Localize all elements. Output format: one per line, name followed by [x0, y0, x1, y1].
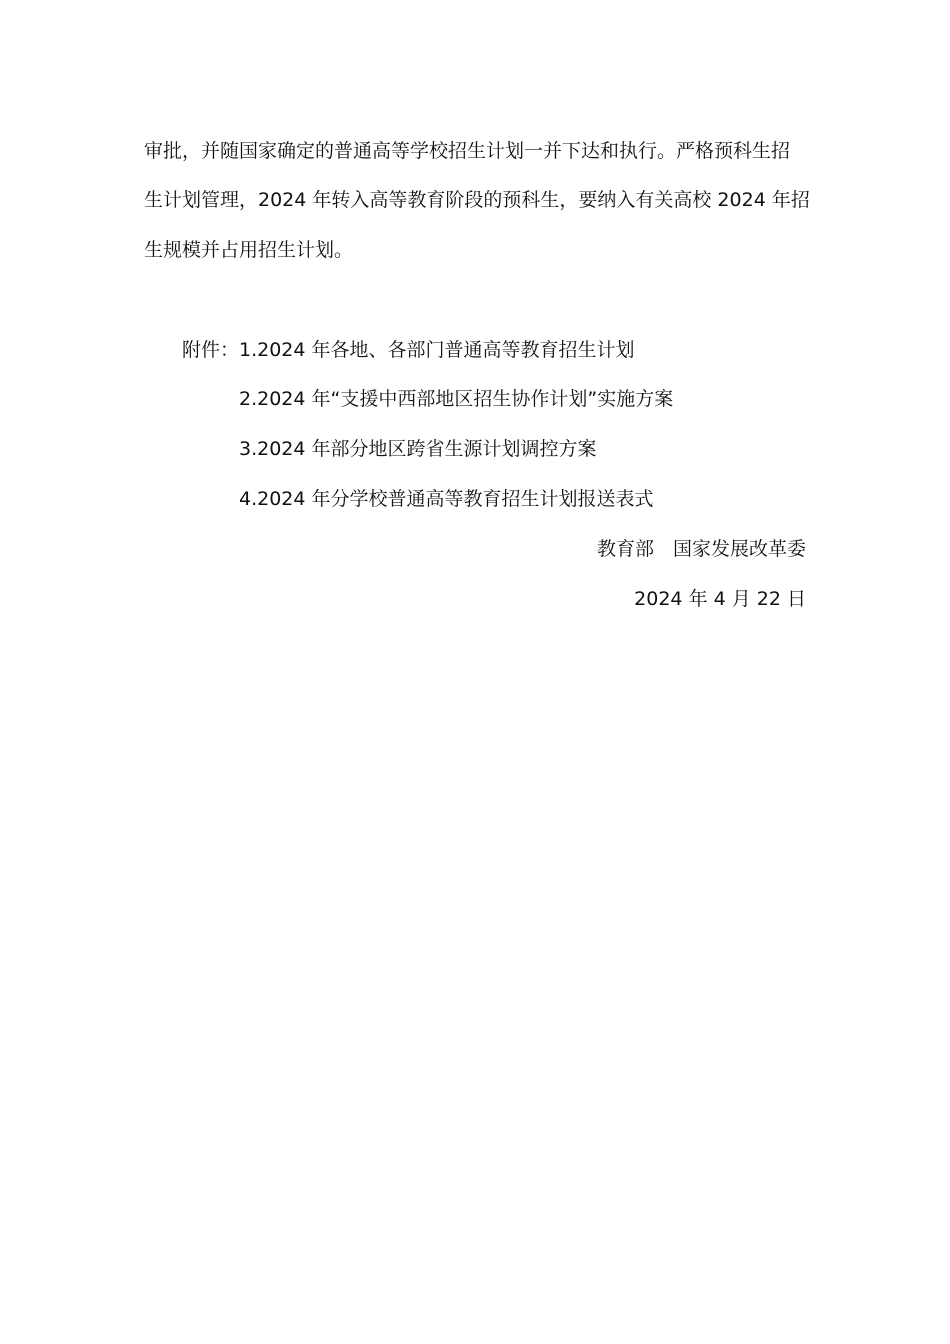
- issuing-authorities: 教育部 国家发展改革委: [596, 538, 806, 560]
- body-paragraph-line-2: 生计划管理，2024 年转入高等教育阶段的预科生，要纳入有关高校 2024 年招: [144, 189, 810, 211]
- body-paragraph-line-3: 生规模并占用招生计划。: [144, 239, 354, 261]
- body-paragraph-line-1: 审批，并随国家确定的普通高等学校招生计划一并下达和执行。严格预科生招: [144, 140, 791, 162]
- attachments-label: 附件：: [182, 339, 240, 361]
- attachment-item-1: 1.2024 年各地、各部门普通高等教育招生计划: [239, 339, 635, 361]
- attachment-item-4: 4.2024 年分学校普通高等教育招生计划报送表式: [239, 488, 654, 510]
- attachment-item-2: 2.2024 年“支援中西部地区招生协作计划”实施方案: [239, 388, 674, 410]
- issue-date: 2024 年 4 月 22 日: [634, 588, 806, 610]
- attachment-item-3: 3.2024 年部分地区跨省生源计划调控方案: [239, 438, 597, 460]
